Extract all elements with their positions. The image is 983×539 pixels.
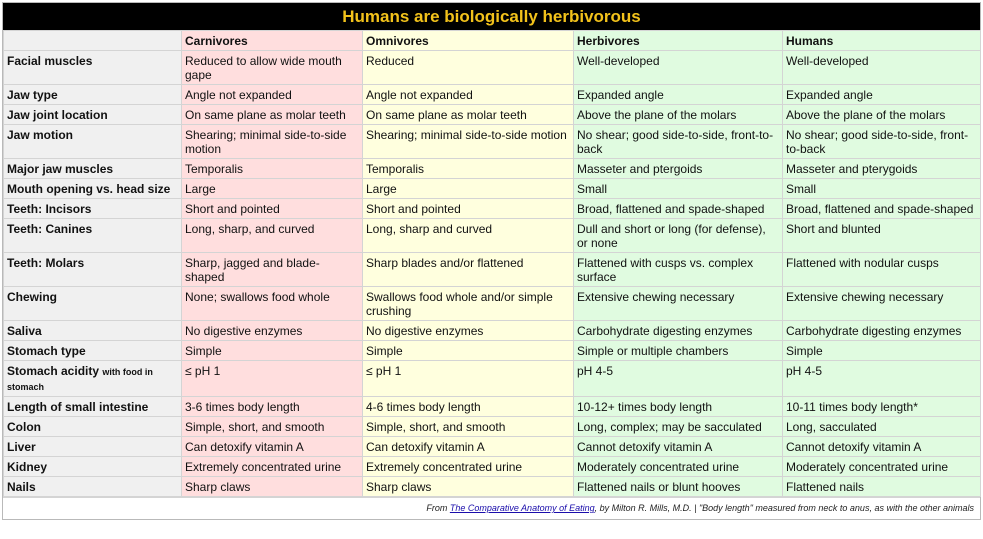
cell-omnivores: Can detoxify vitamin A [363, 437, 574, 457]
cell-herbivores: pH 4-5 [574, 361, 783, 397]
cell-omnivores: Simple [363, 341, 574, 361]
cell-omnivores: On same plane as molar teeth [363, 105, 574, 125]
cell-humans: Flattened nails [783, 477, 981, 497]
cell-herbivores: Simple or multiple chambers [574, 341, 783, 361]
header-herbivores: Herbivores [574, 31, 783, 51]
table-row [4, 179, 981, 199]
cell-carnivores: No digestive enzymes [182, 321, 363, 341]
row-label [4, 457, 182, 477]
row-label-note: with food in stomach [7, 367, 153, 392]
cell-herbivores: No shear; good side-to-side, front-to-back [574, 125, 783, 159]
row-label [4, 219, 182, 253]
row-label [4, 199, 182, 219]
row-label [4, 253, 182, 287]
cell-omnivores: Large [363, 179, 574, 199]
row-label [4, 51, 182, 85]
cell-humans: Extensive chewing necessary [783, 287, 981, 321]
table-row [4, 437, 981, 457]
cell-herbivores: Above the plane of the molars [574, 105, 783, 125]
cell-herbivores: Well-developed [574, 51, 783, 85]
source-footer [3, 497, 980, 519]
cell-humans: Broad, flattened and spade-shaped [783, 199, 981, 219]
table-row [4, 219, 981, 253]
cell-humans: Well-developed [783, 51, 981, 85]
cell-carnivores: None; swallows food whole [182, 287, 363, 321]
row-label-text: Chewing [7, 290, 57, 304]
cell-humans: Cannot detoxify vitamin A [783, 437, 981, 457]
cell-carnivores: Can detoxify vitamin A [182, 437, 363, 457]
cell-omnivores: ≤ pH 1 [363, 361, 574, 397]
table-row [4, 361, 981, 397]
cell-carnivores: On same plane as molar teeth [182, 105, 363, 125]
table-row [4, 397, 981, 417]
row-label [4, 287, 182, 321]
cell-omnivores: Simple, short, and smooth [363, 417, 574, 437]
table-row [4, 457, 981, 477]
row-label-text: Jaw motion [7, 128, 74, 142]
row-label [4, 321, 182, 341]
row-label [4, 159, 182, 179]
cell-carnivores: ≤ pH 1 [182, 361, 363, 397]
cell-herbivores: Carbohydrate digesting enzymes [574, 321, 783, 341]
footer-prefix: From [426, 503, 450, 513]
cell-humans: Flattened with nodular cusps [783, 253, 981, 287]
row-label-text: Kidney [7, 460, 48, 474]
source-link[interactable]: The Comparative Anatomy of Eating [449, 503, 595, 513]
cell-herbivores: 10-12+ times body length [574, 397, 783, 417]
table-row [4, 125, 981, 159]
row-label [4, 417, 182, 437]
cell-carnivores: Sharp, jagged and blade-shaped [182, 253, 363, 287]
row-label-text: Jaw type [7, 88, 58, 102]
cell-humans: Long, sacculated [783, 417, 981, 437]
row-label [4, 397, 182, 417]
row-label [4, 361, 182, 397]
cell-omnivores: Sharp blades and/or flattened [363, 253, 574, 287]
row-label-text: Nails [7, 480, 36, 494]
row-label [4, 105, 182, 125]
row-label-text: Major jaw muscles [7, 162, 114, 176]
cell-carnivores: Extremely concentrated urine [182, 457, 363, 477]
row-label [4, 477, 182, 497]
table-title: Humans are biologically herbivorous [3, 3, 980, 30]
row-label-text: Colon [7, 420, 41, 434]
table-row [4, 159, 981, 179]
comparison-table [3, 30, 981, 497]
cell-humans: Expanded angle [783, 85, 981, 105]
cell-humans: Moderately concentrated urine [783, 457, 981, 477]
cell-humans: 10-11 times body length* [783, 397, 981, 417]
table-row [4, 105, 981, 125]
row-label-text: Mouth opening vs. head size [7, 182, 171, 196]
row-label-text: Teeth: Molars [7, 256, 85, 270]
cell-carnivores: Angle not expanded [182, 85, 363, 105]
table-row [4, 417, 981, 437]
cell-humans: pH 4-5 [783, 361, 981, 397]
table-row [4, 253, 981, 287]
cell-omnivores: Long, sharp and curved [363, 219, 574, 253]
header-row [4, 31, 981, 51]
header-omnivores: Omnivores [363, 31, 574, 51]
row-label-text: Stomach acidity [7, 364, 100, 378]
row-label [4, 85, 182, 105]
row-label-text: Teeth: Canines [7, 222, 93, 236]
row-label-text: Length of small intestine [7, 400, 149, 414]
comparison-table-container [2, 2, 981, 520]
row-label-text: Facial muscles [7, 54, 93, 68]
footer-suffix: , by Milton R. Mills, M.D. | "Body length" measured from neck to anus, as with the other animals [594, 503, 974, 513]
cell-carnivores: Simple [182, 341, 363, 361]
table-row [4, 287, 981, 321]
cell-humans: Simple [783, 341, 981, 361]
row-label-text: Liver [7, 440, 36, 454]
table-row [4, 321, 981, 341]
cell-humans: Above the plane of the molars [783, 105, 981, 125]
cell-herbivores: Dull and short or long (for defense), or none [574, 219, 783, 253]
cell-herbivores: Extensive chewing necessary [574, 287, 783, 321]
cell-carnivores: Sharp claws [182, 477, 363, 497]
header-humans: Humans [783, 31, 981, 51]
table-row [4, 51, 981, 85]
cell-humans: Small [783, 179, 981, 199]
cell-herbivores: Flattened with cusps vs. complex surface [574, 253, 783, 287]
cell-omnivores: Angle not expanded [363, 85, 574, 105]
table-row [4, 477, 981, 497]
cell-herbivores: Flattened nails or blunt hooves [574, 477, 783, 497]
cell-carnivores: Simple, short, and smooth [182, 417, 363, 437]
cell-carnivores: Temporalis [182, 159, 363, 179]
cell-carnivores: Shearing; minimal side-to-side motion [182, 125, 363, 159]
table-row [4, 341, 981, 361]
cell-humans: Carbohydrate digesting enzymes [783, 321, 981, 341]
table-row [4, 199, 981, 219]
cell-omnivores: Extremely concentrated urine [363, 457, 574, 477]
cell-omnivores: Short and pointed [363, 199, 574, 219]
cell-omnivores: Temporalis [363, 159, 574, 179]
cell-omnivores: No digestive enzymes [363, 321, 574, 341]
header-corner [4, 31, 182, 51]
cell-herbivores: Small [574, 179, 783, 199]
header-carnivores: Carnivores [182, 31, 363, 51]
cell-omnivores: Sharp claws [363, 477, 574, 497]
cell-carnivores: Large [182, 179, 363, 199]
cell-humans: Masseter and pterygoids [783, 159, 981, 179]
cell-omnivores: 4-6 times body length [363, 397, 574, 417]
row-label [4, 125, 182, 159]
row-label [4, 341, 182, 361]
row-label-text: Saliva [7, 324, 42, 338]
cell-carnivores: Short and pointed [182, 199, 363, 219]
row-label [4, 179, 182, 199]
cell-carnivores: 3-6 times body length [182, 397, 363, 417]
cell-humans: No shear; good side-to-side, front-to-back [783, 125, 981, 159]
cell-omnivores: Shearing; minimal side-to-side motion [363, 125, 574, 159]
table-row [4, 85, 981, 105]
cell-herbivores: Expanded angle [574, 85, 783, 105]
cell-herbivores: Broad, flattened and spade-shaped [574, 199, 783, 219]
row-label-text: Stomach type [7, 344, 86, 358]
row-label-text: Teeth: Incisors [7, 202, 92, 216]
table-body [4, 51, 981, 497]
cell-carnivores: Reduced to allow wide mouth gape [182, 51, 363, 85]
row-label-text: Jaw joint location [7, 108, 108, 122]
cell-herbivores: Long, complex; may be sacculated [574, 417, 783, 437]
row-label [4, 437, 182, 457]
cell-omnivores: Swallows food whole and/or simple crushing [363, 287, 574, 321]
cell-herbivores: Moderately concentrated urine [574, 457, 783, 477]
cell-humans: Short and blunted [783, 219, 981, 253]
cell-herbivores: Cannot detoxify vitamin A [574, 437, 783, 457]
cell-carnivores: Long, sharp, and curved [182, 219, 363, 253]
cell-herbivores: Masseter and ptergoids [574, 159, 783, 179]
cell-omnivores: Reduced [363, 51, 574, 85]
